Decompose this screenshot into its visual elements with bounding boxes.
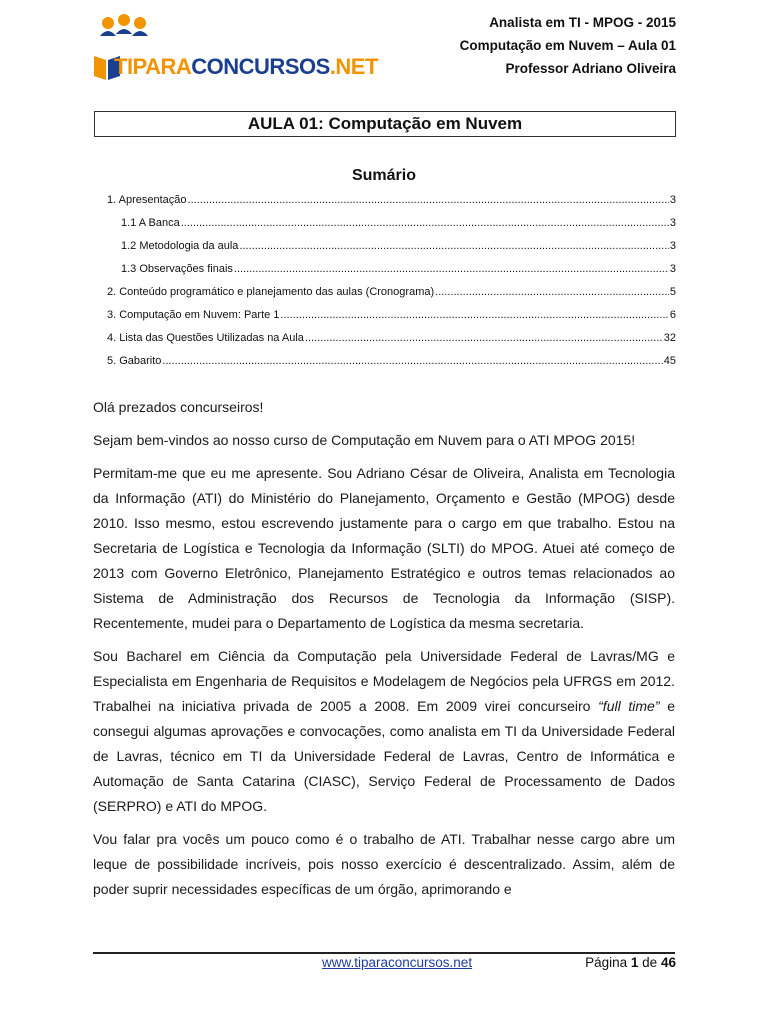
toc-item-label: 3. Computação em Nuvem: Parte 1 (107, 309, 280, 321)
greeting-paragraph: Olá prezados concurseiros! (93, 399, 264, 415)
toc-item[interactable] (121, 261, 676, 277)
header-lesson: Computação em Nuvem – Aula 01 (459, 38, 676, 53)
total-pages: 46 (660, 955, 676, 970)
toc-item-page: 5 (669, 286, 676, 298)
toc-item[interactable] (107, 330, 676, 346)
toc-item[interactable] (121, 215, 676, 231)
toc-item-page: 6 (669, 309, 676, 321)
toc-item[interactable] (107, 284, 676, 300)
toc-item-label: 1. Apresentação (107, 194, 187, 206)
toc-item-page: 45 (663, 355, 676, 367)
logo-wordmark (114, 54, 378, 80)
background-paragraph: Sou Bacharel em Ciência da Computação pela Universidade Federal de Lavras/MG e Especialista em Engenharia de Requisitos e Modelagem de Negócios pela UFRGS em 2012. Trabalhei na iniciativa privada de 2005 a 2008. Em 2009 virei concurseiro “full time” e consegui algumas aprovações e convocações, como analista em TI da Universidade Federal de Lavras, técnico em TI da Universidade Federal de Lavras, Centro de Informática e Automação de Santa Catarina (CIASC), Serviço Federal de Processamento de Dados (SERPRO) e ATI do MPOG. (93, 648, 676, 814)
toc-item-label: 1.3 Observações finais (121, 263, 233, 275)
toc-item-label: 2. Conteúdo programático e planejamento das aulas (Cronograma) (107, 286, 435, 298)
current-page: 1 (630, 955, 639, 970)
toc-item-page: 3 (669, 194, 676, 206)
toc-item-label: 5. Gabarito (107, 355, 162, 367)
toc-item-label: 1.2 Metodologia da aula (121, 240, 239, 252)
header-professor: Professor Adriano Oliveira (505, 61, 676, 76)
toc-item-page: 3 (669, 217, 676, 229)
full-time-quote: “full time” (598, 698, 660, 714)
toc-heading: Sumário (351, 167, 416, 184)
running-header (460, 11, 676, 80)
toc-item-page: 3 (669, 263, 676, 275)
lesson-title: AULA 01: Computação em Nuvem (94, 111, 676, 137)
body-text (93, 395, 675, 910)
toc-item-label: 4. Lista das Questões Utilizadas na Aula (107, 332, 304, 344)
toc-item[interactable] (107, 192, 676, 208)
toc-item-page: 32 (663, 332, 676, 344)
logo-text-part3: .NET (329, 54, 378, 79)
toc-item[interactable] (121, 238, 676, 254)
toc-item[interactable] (107, 353, 676, 369)
header-course: Analista em TI - MPOG - 2015 (489, 15, 676, 30)
toc-item[interactable] (107, 307, 676, 323)
footer-website-link[interactable]: www.tiparaconcursos.net (322, 955, 473, 970)
page-number: Página 1 de 46 (585, 955, 676, 970)
role-paragraph: Vou falar pra vocês um pouco como é o trabalho de ATI. Trabalhar nesse cargo abre um leque de possibilidade incríveis, pois nosso exercício é descentralizado. Assim, além de poder suprir necessidades específicas de um órgão, aprimorando e (93, 831, 675, 897)
logo-people-icon (94, 14, 154, 54)
welcome-paragraph: Sejam bem-vindos ao nosso curso de Computação em Nuvem para o ATI MPOG 2015! (93, 432, 636, 448)
toc-item-label: 1.1 A Banca (121, 217, 180, 229)
site-logo[interactable] (92, 30, 378, 90)
toc-item-page: 3 (669, 240, 676, 252)
logo-text-part2: CONCURSOS (191, 54, 330, 79)
logo-text-part1: TIPARA (114, 54, 192, 79)
footer-divider (93, 952, 675, 954)
introduction-paragraph: Permitam-me que eu me apresente. Sou Adriano César de Oliveira, Analista em Tecnologia da Informação (ATI) do Ministério do Planejamento, Orçamento e Gestão (MPOG) desde 2010. Isso mesmo, estou escrevendo justamente para o cargo em que trabalho. Estou na Secretaria de Logística e Tecnologia da Informação (SLTI) do MPOG. Atuei até começo de 2013 com Governo Eletrônico, Planejamento Estratégico e outros temas relacionados ao Sistema de Administração dos Recursos de Tecnologia da Informação (SISP). Recentemente, mudei para o Departamento de Logística da mesma secretaria. (93, 465, 675, 631)
